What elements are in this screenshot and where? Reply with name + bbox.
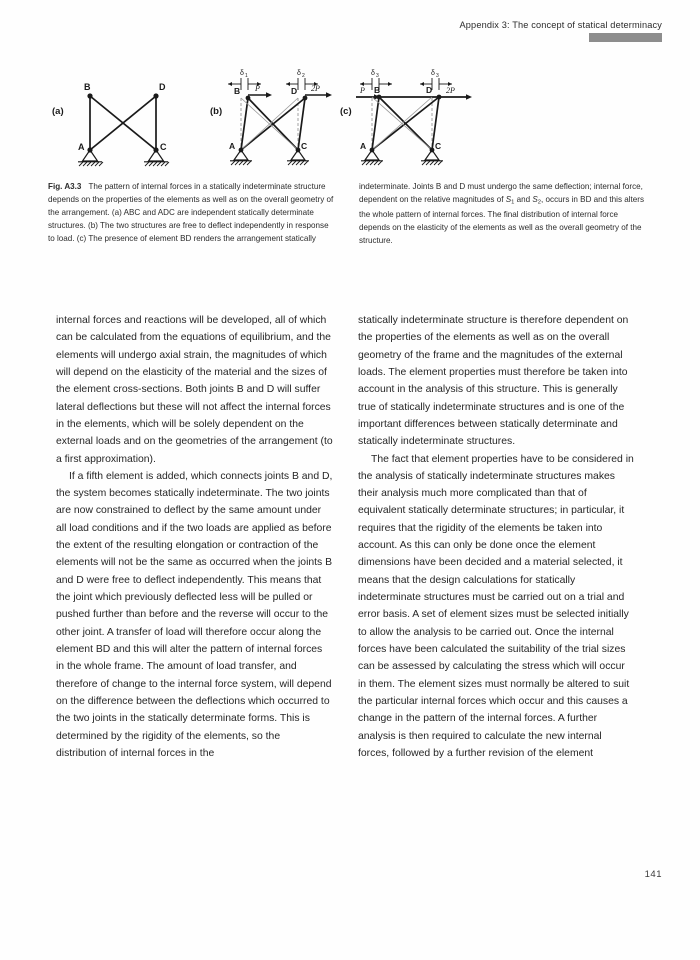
caption-text-left: The pattern of internal forces in a statically indeterminate structure depends on the properties of the elements as well as on the overall geometry of the arrangement. (a) ABC and ADC are independent statically determinate structures. (b) The two structures are free to deflect independently in response to load. (c) The presence of element BD renders the arrangement statically [48,182,334,244]
panel-b-load-2p-label: 2P [311,84,320,93]
body-paragraph-right-1: statically indeterminate structure is therefore dependent on the properties of the elements as well as on the overall geometry of the frame and the magnitudes of the external loads. The element properties must therefore be taken into account in the analysis of this structure. This is generally true of statically indeterminate structures and is one of the important differences between statically determinate and statically indeterminate structures. [358,315,629,448]
panel-b-load-arrow-left [266,92,272,97]
panel-c-joint-c-label: C [435,141,442,151]
panel-c-joint-b-label: B [374,85,381,95]
body-paragraph-left-1: internal forces and reactions will be developed, all of which can be calculated from the equations of equilibrium, and the elements will undergo axial strain, the magnitudes of which will depend on the elasticity of the material and the sizes of the element cross-sections. Both joints B and D will suffer lateral deflections but these will not affect the internal forces in the elements, which will be solely dependent on the external loads and on the geometries of the arrangement (to a first approximation). [56,315,333,465]
panel-b-delta-2-sub: 2 [302,73,305,79]
panel-a-joint-c-label: C [160,142,167,152]
caption-column-left [48,180,337,247]
panel-c-joint-a-label: A [360,141,367,151]
panel-c-load-arrow-right [466,94,472,99]
figure-caption [48,180,648,247]
caption-text-right-part-3: , occurs in BD and this alters the whole pattern of internal forces. The final distribution of internal force depends on the elasticity of the elements as well as the overall geometry of the structure. [359,195,645,246]
caption-text-right-part-2: and [514,195,533,205]
panel-a-label: (a) [52,106,64,117]
panel-b-load-p-label: P [255,84,260,93]
panel-b-delta-1-label: δ [240,70,244,77]
panel-b-joint-a-label: A [229,141,236,151]
panel-c-delta-3-left-label: δ [371,70,375,77]
running-header: Appendix 3: The concept of statical determinacy [459,20,662,30]
panel-b-load-arrow-right [326,92,332,97]
panel-b-delta-1-sub: 1 [245,73,248,79]
truss-diagram-b [208,62,348,172]
caption-symbol-s1: S [505,195,512,205]
panel-b-delta-2-label: δ [297,70,301,77]
caption-column-right [359,180,648,247]
panel-b-label: (b) [210,106,223,117]
panel-c-label: (c) [340,106,352,117]
panel-c-delta-3-right-label: δ [431,70,435,77]
page-number: 141 [644,869,662,880]
caption-symbol-s2: S [532,195,538,205]
truss-diagram-a [48,62,213,172]
caption-symbol-s1-subscript: 1 [511,199,515,206]
body-column-left [56,312,333,762]
panel-c-load-p-label: P [360,86,365,95]
panel-b-joint-d-label: D [291,86,298,96]
panel-a-joint-d-label: D [159,82,166,92]
header-rule-bar [589,33,662,42]
body-text [56,312,636,762]
panel-b-joint-b-label: B [234,86,241,96]
figure-a3-3 [48,62,648,177]
caption-symbol-s2-subscript: 2 [537,199,542,206]
panel-c-load-2p-label: 2P [446,86,455,95]
panel-c-joint-d-label: D [426,85,433,95]
panel-c-delta-3-right-sub: 3 [436,73,439,79]
panel-a-joint-b-label: B [84,82,91,92]
panel-b-joint-c-label: C [301,141,308,151]
body-column-right [358,312,635,762]
caption-figure-number: Fig. A3.3 [48,182,82,191]
truss-diagram-c [338,62,488,172]
panel-c-delta-3-left-sub: 3 [376,73,379,79]
caption-text-right-part-1: indeterminate. Joints B and D must undergo the same deflection; internal force, dependent on the relative magnitudes of [359,182,643,205]
body-paragraph-left-2: If a fifth element is added, which connects joints B and D, the system becomes statically indeterminate. The two joints are now constrained to deflect by the same amount under all load conditions and if the two loads are applied as before the extent of the resulting elongation or contraction of the elements will not be the same as occurred when the joints B and D were free to deflect independently. This means that the joint which previously deflected less will be pulled or pushed further than before and the reverse will occur to the other joint. A transfer of load will therefore occur along the element BD and this will alter the pattern of internal forces in the whole frame. The amount of load transfer, and therefore of change to the internal force system, will depend on the difference between the deflections which occurred to the two joints in the statically determinate forms. This is determined by the rigidity of the elements, so the distribution of internal forces in the [56,470,333,759]
body-paragraph-right-2: The fact that element properties have to be considered in the analysis of statically indeterminate structures makes their analysis much more complicated than that of equivalent statically determinate structures; in particular, it requires that the rigidity of the elements be taken into account. As this can only be done once the element dimensions have been decided and a material selected, it means that the design calculations for statically indeterminate structures must be carried out on a trial and error basis. A set of element sizes must be selected initially to allow the analysis to be carried out. Once the internal forces have been calculated the suitability of the trial sizes can be assessed by calculating the stress which will occur in them. The element sizes must normally be altered to suit the particular internal forces which occur and this causes a change in the pattern of the internal forces. A further analysis is then required to calculate the new internal forces, followed by a further revision of the element [358,453,634,759]
panel-a-joint-a-label: A [78,142,85,152]
